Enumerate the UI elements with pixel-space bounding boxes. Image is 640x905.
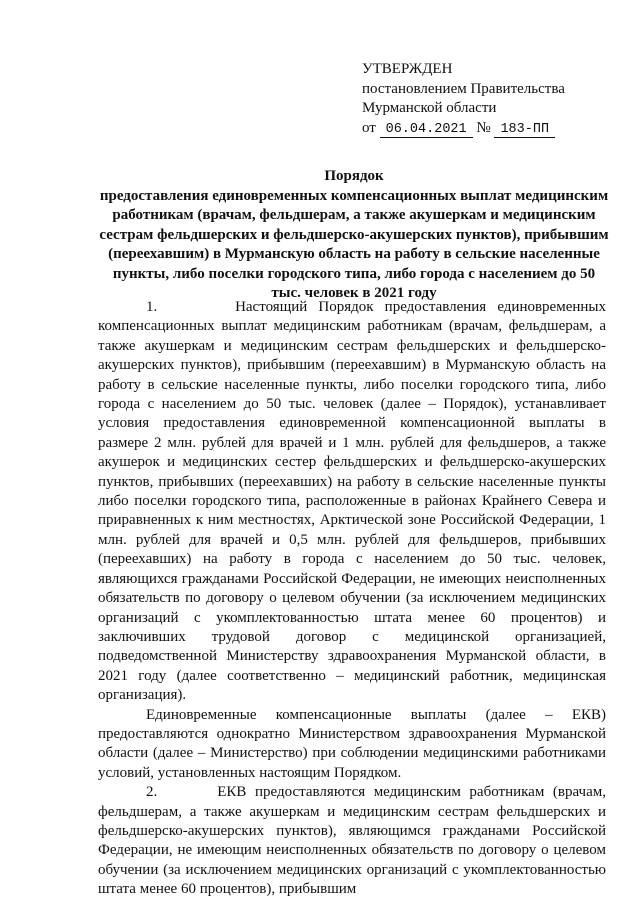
number-prefix: №: [476, 119, 491, 136]
document-title: [98, 167, 610, 304]
approval-block: [362, 60, 565, 139]
approval-number: 183-ПП: [494, 122, 555, 138]
document-body: [98, 298, 606, 900]
approval-heading: УТВЕРЖДЕН: [362, 61, 453, 77]
paragraph-2: Единовременные компенсационные выплаты (далее – ЕКВ) предоставляются однократно Министерством здравоохранения Мурманской области (далее – Министерство) при соблюдении медицинскими работниками условий, установленных настоящим Порядком.: [98, 706, 606, 781]
approval-date-line: [362, 119, 565, 140]
paragraph-1: 1. Настоящий Порядок предоставления единовременных компенсационных выплат медицинским работникам (врачам, фельдшерам, а также акушеркам и медицинским сестрам фельдшерских и фельдшерско-акушерских пунктов), прибывшим (переехавшим) в Мурманскую область на работу в сельские населенные пункты, либо поселки городского типа, либо города с населением до 50 тыс. человек (далее – Порядок), устанавливает условия предоставления единовременной компенсационной выплаты в размере 2 млн. рублей для врачей и 1 млн. рублей для фельдшеров, а также акушерок и медицинских сестер фельдшерских и фельдшерско-акушерских пунктов, прибывших (переехавших) на работу в сельские населенные пункты либо поселки городского типа, расположенные в районах Крайнего Севера и приравненных к ним местностях, Арктической зоне Российской Федерации, 1 млн. рублей для врачей и 0,5 млн. рублей для фельдшеров, прибывших (переехавших) на работу в города с населением до 50 тыс. человек, являющихся гражданами Российской Федерации, не имеющих неисполненных обязательств по договору о целевом обучении (за исключением медицинских организаций с укомплектованностью штата менее 60 процентов) и заключивших трудовой договор с медицинской организацией, подведомственной Министерству здравоохранения Мурманской области, в 2021 году (далее соответственно – медицинский работник, медицинская организация).: [98, 299, 606, 704]
title-text: предоставления единовременных компенсационных выплат медицинским работникам (врачам, фельдшерам, а также акушеркам и медицинским сестрам фельдшерских и фельдшерско-акушерских пунктов), прибывшим (переехавшим) в Мурманскую область на работу в сельские населенные пункты, либо поселки городского типа, либо города с населением до 50 тыс. человек в 2021 году: [99, 187, 609, 301]
title-heading: Порядок: [324, 168, 384, 184]
approval-line-1: постановлением Правительства: [362, 80, 565, 97]
approval-line-2: Мурманской области: [362, 100, 497, 116]
paragraph-3: 2. ЕКВ предоставляются медицинским работникам (врачам, фельдшерам, а также акушеркам и медицинским сестрам фельдшерских и фельдшерско-акушерских пунктов), являющимся гражданами Российской Федерации, не имеющим неисполненных обязательств по договору о целевом обучении (за исключением медицинских организаций с укомплектованностью штата менее 60 процентов), прибывшим: [98, 784, 606, 898]
date-prefix: от: [362, 119, 376, 136]
approval-date: 06.04.2021: [380, 122, 473, 138]
